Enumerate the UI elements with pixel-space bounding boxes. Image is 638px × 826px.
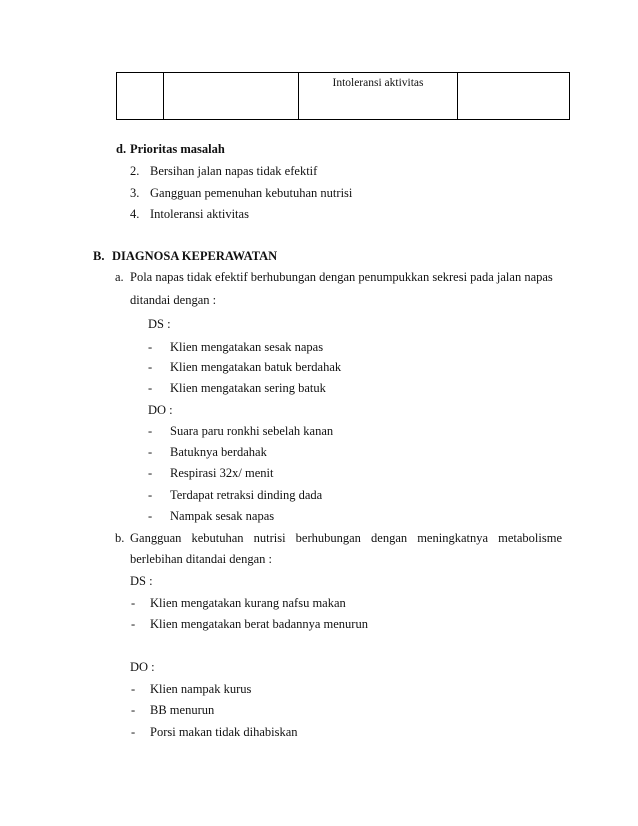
- ds-label: DS :: [148, 317, 171, 331]
- list-item: Intoleransi aktivitas: [150, 207, 249, 221]
- table-fragment: [116, 72, 570, 120]
- diagnosis-text: berlebihan ditandai dengan :: [130, 552, 272, 566]
- table-cell: Intoleransi aktivitas: [299, 73, 458, 120]
- list-item: BB menurun: [150, 703, 215, 717]
- list-item: Nampak sesak napas: [170, 509, 275, 523]
- section-heading: DIAGNOSA KEPERAWATAN: [112, 249, 278, 263]
- list-marker: b.: [115, 531, 125, 545]
- list-item: Terdapat retraksi dinding dada: [170, 488, 323, 502]
- bullet-dash: -: [148, 488, 153, 502]
- bullet-dash: -: [148, 509, 153, 523]
- list-item: Bersihan jalan napas tidak efektif: [150, 164, 318, 178]
- list-item: Respirasi 32x/ menit: [170, 466, 274, 480]
- list-item: Suara paru ronkhi sebelah kanan: [170, 424, 334, 438]
- bullet-dash: -: [131, 682, 136, 696]
- list-item: Klien mengatakan sering batuk: [170, 381, 326, 395]
- list-number: 2.: [130, 164, 140, 178]
- bullet-dash: -: [148, 445, 153, 459]
- prioritas-heading: Prioritas masalah: [130, 142, 225, 156]
- table-cell: [458, 73, 570, 120]
- bullet-dash: -: [131, 725, 136, 739]
- list-number: 4.: [130, 207, 140, 221]
- bullet-dash: -: [131, 617, 136, 631]
- diagnosis-text: Gangguan kebutuhan nutrisi berhubungan dengan meningkatnya metabolisme: [130, 531, 562, 545]
- list-item: Gangguan pemenuhan kebutuhan nutrisi: [150, 186, 353, 200]
- bullet-dash: -: [148, 466, 153, 480]
- ds-label: DS :: [130, 574, 153, 588]
- bullet-dash: -: [131, 596, 136, 610]
- list-number: 3.: [130, 186, 140, 200]
- list-item: Porsi makan tidak dihabiskan: [150, 725, 298, 739]
- bullet-dash: -: [148, 360, 153, 374]
- list-item: Klien mengatakan batuk berdahak: [170, 360, 342, 374]
- list-marker: d.: [116, 142, 127, 156]
- table-cell: [164, 73, 299, 120]
- bullet-dash: -: [148, 381, 153, 395]
- section-marker: B.: [93, 249, 105, 263]
- diagnosis-text: Pola napas tidak efektif berhubungan dengan penumpukkan sekresi pada jalan napas: [130, 270, 553, 284]
- do-label: DO :: [130, 660, 155, 674]
- do-label: DO :: [148, 403, 173, 417]
- list-item: Klien mengatakan berat badannya menurun: [150, 617, 368, 631]
- list-item: Klien mengatakan sesak napas: [170, 340, 324, 354]
- bullet-dash: -: [148, 424, 153, 438]
- list-marker: a.: [115, 270, 124, 284]
- bullet-dash: -: [148, 340, 153, 354]
- bullet-dash: -: [131, 703, 136, 717]
- list-item: Batuknya berdahak: [170, 445, 267, 459]
- table-cell: [117, 73, 164, 120]
- list-item: Klien nampak kurus: [150, 682, 252, 696]
- list-item: Klien mengatakan kurang nafsu makan: [150, 596, 346, 610]
- diagnosis-text: ditandai dengan :: [130, 293, 217, 307]
